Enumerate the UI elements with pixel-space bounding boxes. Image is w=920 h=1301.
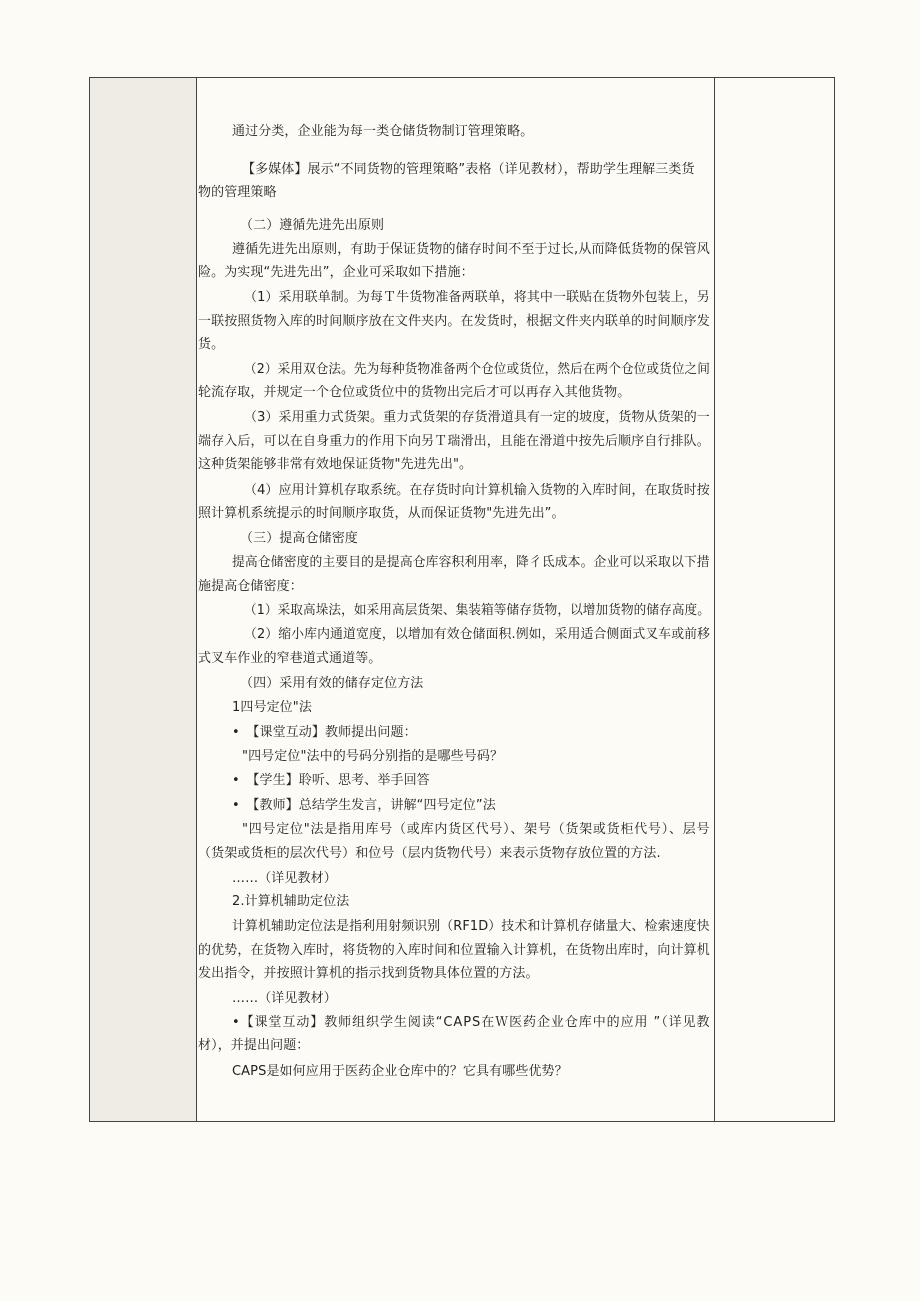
text-line: •【课堂互动】教师组织学生阅读“CAPS在Ｗ医药企业仓库中的应用 ”（详见教: [232, 1015, 711, 1030]
text-line: 轮流存取，并规定一个仓位或货位中的货物出完后才可以再存入其他货物。: [198, 385, 631, 400]
text-line: （二）遵循先进先出原则: [240, 218, 385, 233]
text-line: 照计算机系统提示的时间顺序取货，从而保证货物"先进先出”。: [198, 506, 565, 521]
text-line: 施提高仓储密度：: [198, 579, 303, 594]
text-line: （1）采用联单制。为每Ｔ牛货物准备两联单，将其中一联贴在货物外包装上，另: [244, 290, 710, 305]
content-cell: [198, 78, 714, 1121]
text-line: 遵循先进先出原则，有助于保证货物的储存时间不至于过长,从而降低货物的保管风: [232, 242, 710, 257]
text-line: 一联按照货物入库的时间顺序放在文件夹内。在发货时，根据文件夹内联单的时间顺序发: [198, 314, 710, 329]
text-line: 计算机辅助定位法是指利用射频识别（RF1D）技术和计算机存储量大、检索速度快: [232, 919, 710, 934]
lesson-table: [89, 77, 835, 1122]
text-line: ……（详见教材）: [232, 991, 337, 1006]
text-line: "四号定位"法中的号码分别指的是哪些号码？: [242, 749, 504, 764]
text-line: 物的管理策略: [198, 185, 277, 200]
text-line: 材），并提出问题：: [198, 1038, 310, 1053]
text-line: • 【课堂互动】教师提出问题：: [232, 725, 417, 740]
text-line: （四）采用有效的储存定位方法: [240, 676, 424, 691]
text-line: 这种货架能够非常有效地保证货物"先进先出"。: [198, 457, 473, 472]
text-line: CAPS是如何应用于医药企业仓库中的？它具有哪些优势？: [232, 1064, 568, 1079]
text-line: 端存入后，可以在自身重力的作用下向另Ｔ瑞滑出，且能在滑道中按先后顺序自行排队。: [198, 434, 710, 449]
text-line: 通过分类，企业能为每一类仓储货物制订管理策略。: [232, 124, 534, 139]
text-line: 1四号定位"法: [232, 700, 312, 715]
text-line: （1）采取高垛法，如采用高层货架、集装箱等储存货物，以增加货物的储存高度。: [244, 603, 710, 618]
text-line: 提高仓储密度的主要目的是提高仓库容积利用率，降彳氐成本。企业可以采取以下措: [232, 555, 710, 570]
text-line: "四号定位"法是指用库号（或库内货区代号）、架号（货架或货柜代号）、层号: [242, 822, 711, 837]
text-line: • 【学生】聆听、思考、举手回答: [232, 773, 430, 788]
text-line: 【多媒体】展示“不同货物的管理策略”表格（详见教材），帮助学生理解三类货: [242, 162, 695, 177]
right-column-cell: [714, 78, 836, 1121]
text-line: （4）应用计算机存取系统。在存货时向计算机输入货物的入库时间，在取货时按: [244, 483, 710, 498]
text-line: 货。: [198, 337, 225, 352]
text-line: • 【教师】总结学生发言，讲解“四号定位”法: [232, 798, 496, 813]
text-line: 的优势，在货物入库时，将货物的入库时间和位置输入计算机，在货物出库时，向计算机: [198, 943, 710, 958]
text-line: ……（详见教材）: [232, 871, 337, 886]
text-line: （货架或货柜的层次代号）和位号（层内货物代号）来表示货物存放位置的方法.: [198, 846, 661, 861]
text-line: （三）提高仓储密度: [240, 531, 358, 546]
text-line: 2.计算机辅助定位法: [232, 894, 350, 909]
left-column-cell: [90, 78, 197, 1121]
text-line: 发出指令，并按照计算机的指示找到货物具体位置的方法。: [198, 966, 539, 981]
text-line: （2）缩小库内通道宽度，以增加有效仓储面积.例如，采用适合侧面式叉车或前移: [244, 627, 711, 642]
text-line: （2）采用双仓法。先为每种货物准备两个仓位或货位，然后在两个仓位或货位之间: [244, 362, 710, 377]
text-line: （3）采用重力式货架。重力式货架的存货滑道具有一定的坡度，货物从货架的一: [244, 410, 710, 425]
text-line: 式叉车作业的窄巷道式通道等。: [198, 651, 382, 666]
text-line: 险。为实现“先进先出”，企业可采取如下措施：: [198, 265, 474, 280]
